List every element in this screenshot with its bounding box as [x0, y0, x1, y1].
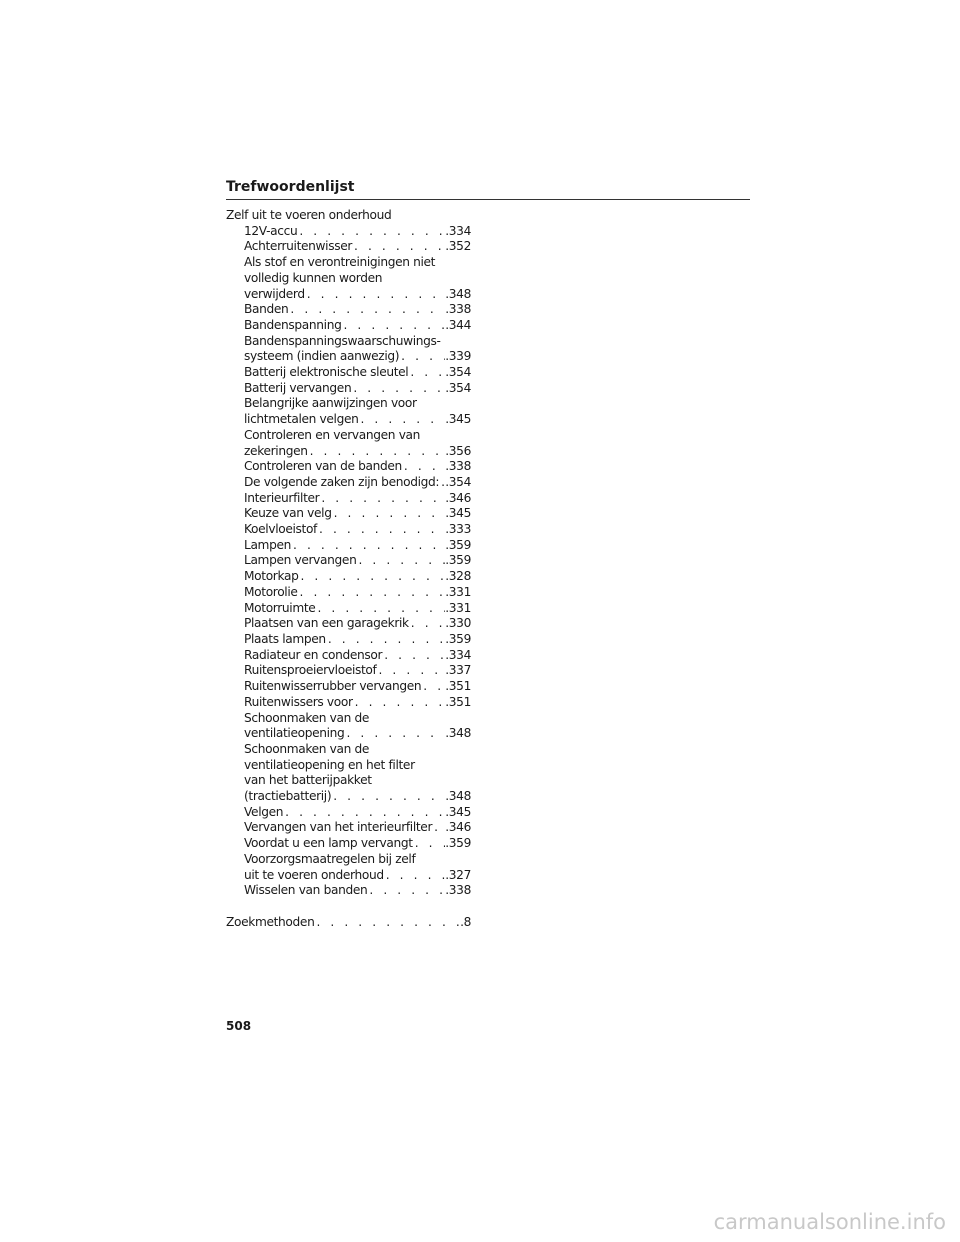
entry-label: zekeringen	[244, 443, 308, 458]
entry-row	[244, 695, 471, 711]
entry-row	[244, 224, 471, 240]
dot-leader	[341, 318, 445, 334]
entry-page-ref: .344	[445, 317, 471, 332]
entry-label: Interieurfilter	[244, 490, 320, 505]
index-entry[interactable]	[226, 601, 471, 617]
entry-page-ref: .345	[445, 804, 471, 819]
entry-label: Wisselen van banden	[244, 883, 368, 898]
dot-leader	[315, 601, 445, 617]
entry-label: Voordat u een lamp vervangt	[244, 836, 413, 851]
dot-leader	[331, 789, 445, 805]
entry-page-ref: .333	[445, 522, 471, 537]
index-entry[interactable]	[226, 742, 471, 805]
entry-label: Plaats lampen	[244, 631, 326, 646]
dot-leader	[402, 459, 445, 475]
index-entry[interactable]	[226, 852, 471, 883]
entry-label: Plaatsen van een garagekrik	[244, 616, 409, 631]
entry-label: Motorolie	[244, 584, 298, 599]
entry-label: ventilatieopening	[244, 726, 345, 741]
entry-row	[244, 726, 471, 742]
entry-label: De volgende zaken zijn benodigd:	[244, 474, 440, 489]
entry-label: verwijderd	[244, 286, 305, 301]
dot-leader	[384, 868, 446, 884]
dot-leader	[376, 663, 445, 679]
index-entry[interactable]	[226, 836, 471, 852]
index-entry[interactable]	[226, 239, 471, 255]
index-entry[interactable]	[226, 883, 471, 899]
entry-label: Achterruitenwisser	[244, 239, 353, 254]
entry-row	[244, 381, 471, 397]
entry-label-line: Voorzorgsmaatregelen bij zelf	[244, 851, 416, 866]
entry-page-ref: .356	[445, 443, 471, 458]
entry-row	[244, 365, 471, 381]
entry-page-ref: .352	[445, 239, 471, 254]
entry-label: Motorkap	[244, 569, 299, 584]
entry-row	[244, 616, 471, 632]
entry-row	[244, 789, 471, 805]
entry-label: Vervangen van het interieurfilter	[244, 820, 433, 835]
index-entry[interactable]	[226, 632, 471, 648]
entry-page-ref: .348	[445, 789, 471, 804]
entry-label-line: volledig kunnen worden	[244, 270, 383, 285]
entry-row	[244, 679, 471, 695]
entry-row	[244, 522, 471, 538]
entry-row	[244, 836, 471, 852]
entry-label: systeem (indien aanwezig)	[244, 349, 400, 364]
entry-label: Ruitensproeiervloeistof	[244, 663, 377, 678]
entry-label: Ruitenwissers voor	[244, 694, 353, 709]
index-entry[interactable]	[226, 695, 471, 711]
dot-leader	[314, 915, 460, 931]
entry-row	[244, 648, 471, 664]
entry-page-ref: .327	[445, 867, 471, 882]
entry-label-line: Schoonmaken van de	[244, 710, 370, 725]
entry-label-line: ventilatieopening en het filter	[244, 757, 415, 772]
index-entry[interactable]	[226, 663, 471, 679]
entry-label-line: Schoonmaken van de	[244, 741, 370, 756]
dot-leader	[283, 805, 445, 821]
dot-leader	[421, 679, 445, 695]
index-entry[interactable]	[226, 255, 471, 302]
index-entry[interactable]	[226, 648, 471, 664]
entry-label: Motorruimte	[244, 600, 316, 615]
entry-page-ref: .359	[445, 553, 471, 568]
dot-leader	[297, 224, 445, 240]
index-entry[interactable]	[226, 475, 471, 491]
entry-page-ref: .338	[445, 883, 471, 898]
entry-page-ref: .8	[460, 914, 471, 929]
dot-leader	[432, 820, 445, 836]
entry-row	[244, 475, 471, 491]
index-entry-list	[226, 224, 471, 899]
entry-label: Koelvloeistof	[244, 522, 317, 537]
entry-page-ref: .345	[445, 412, 471, 427]
entry-page-ref: .345	[445, 506, 471, 521]
entry-label: Velgen	[244, 804, 284, 819]
entry-row	[244, 663, 471, 679]
index-entry[interactable]	[226, 428, 471, 459]
dot-leader	[413, 836, 446, 852]
entry-row	[244, 444, 471, 460]
entry-label: Bandenspanning	[244, 317, 342, 332]
dot-leader	[319, 491, 445, 507]
dot-leader	[332, 506, 446, 522]
entry-label-line: Bandenspanningswaarschuwings-	[244, 333, 441, 348]
index-group-title: Zelf uit te voeren onderhoud	[226, 208, 392, 222]
index-entry[interactable]	[226, 224, 471, 240]
entry-page-ref: .330	[445, 616, 471, 631]
entry-page-ref: .331	[445, 600, 471, 615]
dot-leader	[344, 726, 445, 742]
entry-label: lichtmetalen velgen	[244, 412, 359, 427]
index-entry[interactable]	[226, 302, 471, 318]
entry-label: Batterij vervangen	[244, 380, 352, 395]
entry-row	[244, 569, 471, 585]
dot-leader	[409, 616, 445, 632]
dot-leader	[317, 522, 445, 538]
entry-page-ref: .346	[445, 490, 471, 505]
entry-page-ref: .359	[445, 836, 471, 851]
entry-page-ref: .338	[445, 302, 471, 317]
entry-label-line: Belangrijke aanwijzingen voor	[244, 396, 417, 411]
dot-leader	[367, 883, 445, 899]
dot-leader	[326, 632, 445, 648]
entry-row	[244, 820, 471, 836]
entry-row	[244, 868, 471, 884]
entry-row	[244, 538, 471, 554]
dot-leader	[358, 412, 445, 428]
entry-label: Radiateur en condensor	[244, 647, 383, 662]
entry-label: Batterij elektronische sleutel	[244, 365, 409, 380]
entry-label: 12V-accu	[244, 223, 298, 238]
entry-row	[244, 459, 471, 475]
entry-page-ref: .346	[445, 820, 471, 835]
dot-leader	[298, 585, 446, 601]
dot-leader	[298, 569, 445, 585]
entry-label: (tractiebatterij)	[244, 789, 332, 804]
index-entry[interactable]	[226, 459, 471, 475]
index-entry[interactable]	[226, 491, 471, 507]
entry-page-ref: .359	[445, 537, 471, 552]
index-entry[interactable]	[226, 553, 471, 569]
entry-label: Zoekmethoden	[226, 914, 315, 929]
entry-label-line: Als stof en verontreinigingen niet	[244, 255, 436, 270]
entry-row	[244, 318, 471, 334]
index-entry[interactable]	[226, 381, 471, 397]
entry-row	[244, 601, 471, 617]
entry-page-ref: .348	[445, 286, 471, 301]
dot-leader	[351, 381, 445, 397]
entry-page-ref: .334	[445, 223, 471, 238]
entry-page-ref: .334	[445, 647, 471, 662]
entry-page-ref: .354	[445, 474, 471, 489]
header-divider	[226, 199, 750, 200]
dot-leader	[305, 287, 446, 303]
page-header	[226, 178, 750, 200]
entry-page-ref: .331	[445, 584, 471, 599]
index-entry[interactable]	[226, 506, 471, 522]
index-entry[interactable]	[226, 585, 471, 601]
entry-label: Keuze van velg	[244, 506, 332, 521]
entry-row	[244, 491, 471, 507]
entry-row	[244, 805, 471, 821]
entry-label-line: van het batterijpakket	[244, 773, 372, 788]
index-entry[interactable]	[226, 616, 471, 632]
entry-label: Ruitenwisserrubber vervangen	[244, 679, 422, 694]
index-entry[interactable]	[226, 365, 471, 381]
index-entry[interactable]	[226, 522, 471, 538]
entry-row	[244, 585, 471, 601]
entry-label: Banden	[244, 302, 289, 317]
group-spacer	[226, 899, 471, 915]
entry-label: Lampen	[244, 537, 291, 552]
page-title: Trefwoordenlijst	[226, 179, 355, 195]
entry-label: uit te voeren onderhoud	[244, 867, 384, 882]
entry-page-ref: .354	[445, 365, 471, 380]
index-entry[interactable]	[226, 805, 471, 821]
entry-label: Controleren van de banden	[244, 459, 402, 474]
dot-leader	[408, 365, 445, 381]
entry-label: Lampen vervangen	[244, 553, 357, 568]
entry-row	[244, 287, 471, 303]
page-number: 508	[226, 1019, 252, 1033]
entry-page-ref: .337	[445, 663, 471, 678]
entry-page-ref: .339	[445, 349, 471, 364]
dot-leader	[382, 648, 445, 664]
dot-leader	[291, 538, 445, 554]
entry-page-ref: .338	[445, 459, 471, 474]
index-entry[interactable]	[226, 569, 471, 585]
entry-row	[244, 883, 471, 899]
entry-page-ref: .351	[445, 694, 471, 709]
dot-leader	[352, 239, 445, 255]
index-entry[interactable]	[226, 711, 471, 742]
index-column	[226, 208, 471, 931]
index-entry[interactable]	[226, 679, 471, 695]
index-entry-zoekmethoden[interactable]	[226, 915, 471, 931]
index-entry[interactable]	[226, 538, 471, 554]
entry-row	[244, 506, 471, 522]
entry-page-ref: .328	[445, 569, 471, 584]
entry-row	[244, 412, 471, 428]
entry-row	[244, 302, 471, 318]
entry-page-ref: .348	[445, 726, 471, 741]
entry-page-ref: .359	[445, 631, 471, 646]
entry-row	[244, 553, 471, 569]
entry-page-ref: .354	[445, 380, 471, 395]
entry-page-ref: .351	[445, 679, 471, 694]
dot-leader	[399, 349, 445, 365]
dot-leader	[356, 553, 445, 569]
index-entry[interactable]	[226, 318, 471, 334]
index-entry[interactable]	[226, 820, 471, 836]
entry-row	[244, 349, 471, 365]
index-entry[interactable]	[226, 396, 471, 427]
entry-label-line: Controleren en vervangen van	[244, 427, 421, 442]
dot-leader	[308, 444, 446, 460]
watermark-text: carmanualsonline.info	[713, 1210, 946, 1234]
index-entry[interactable]	[226, 334, 471, 365]
dot-leader	[353, 695, 446, 711]
entry-row	[244, 632, 471, 648]
entry-row	[244, 239, 471, 255]
dot-leader	[288, 302, 445, 318]
